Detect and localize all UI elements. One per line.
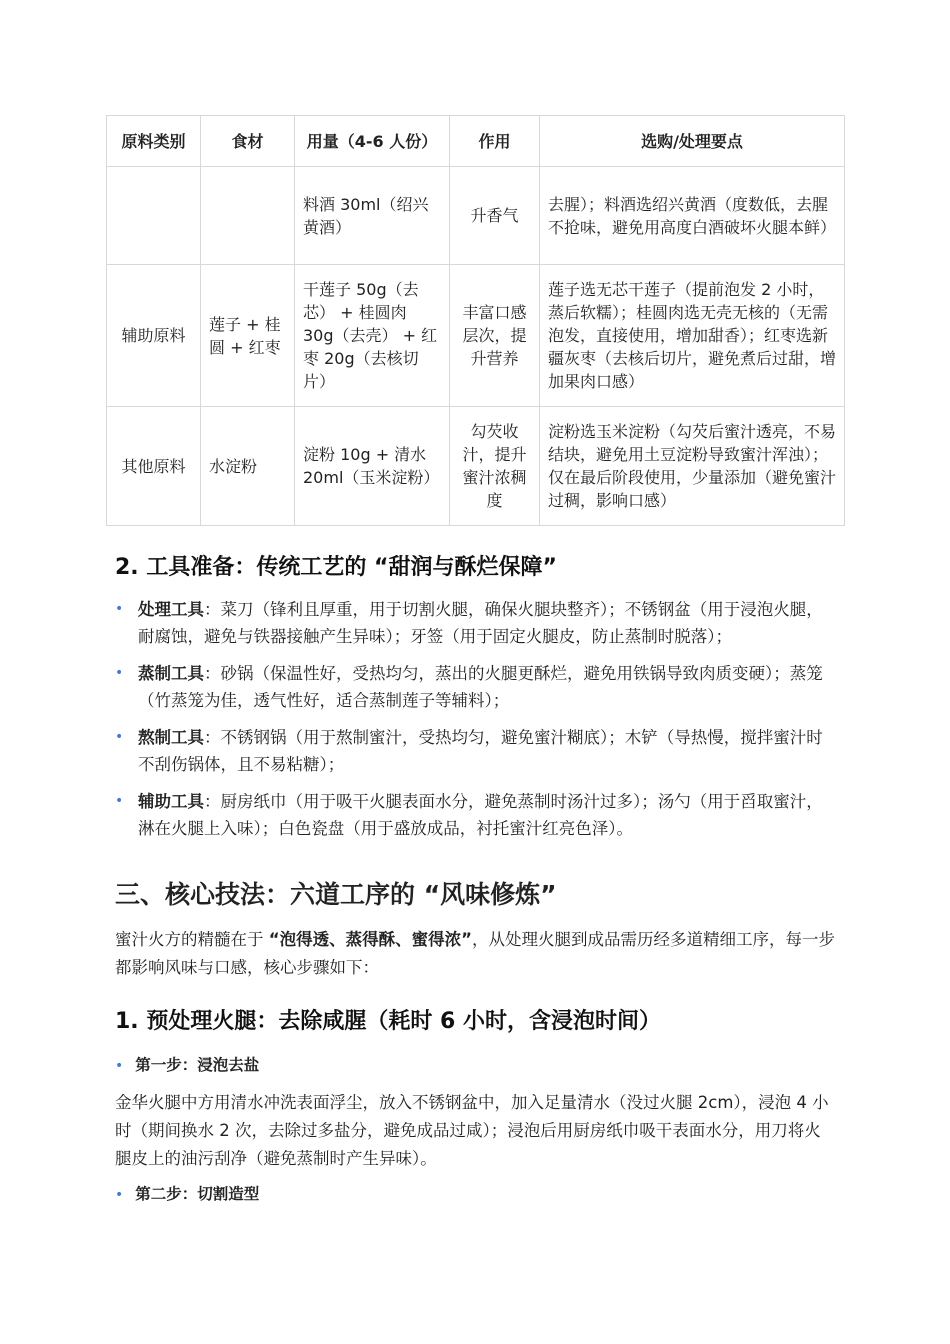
- table-cell: 其他原料: [107, 407, 201, 526]
- table-cell: 料酒 30ml（绍兴黄酒）: [295, 167, 450, 265]
- bullet-icon: •: [115, 1187, 124, 1203]
- column-header-function: 作用: [450, 116, 540, 167]
- table-cell: 去腥）；料酒选绍兴黄酒（度数低，去腥不抢味，避免用高度白酒破坏火腿本鲜）: [540, 167, 845, 265]
- tool-text: ：砂锅（保温性好，受热均匀，蒸出的火腿更酥烂，避免用铁锅导致肉质变硬）；蒸笼（竹蒸笼为佳，透气性好，适合蒸制莲子等辅料）；: [138, 664, 823, 710]
- tool-label: 蒸制工具: [138, 664, 204, 683]
- tools-heading: 2. 工具准备：传统工艺的 “甜润与酥烂保障”: [115, 555, 557, 580]
- table-cell: 莲子选无芯干莲子（提前泡发 2 小时，蒸后软糯）；桂圆肉选无壳无核的（无需泡发，直接使用，增加甜香）；红枣选新疆灰枣（去核后切片，避免煮后过甜，增加果肉口感）: [540, 265, 845, 407]
- list-item: [115, 660, 835, 714]
- bullet-icon: •: [115, 793, 124, 809]
- intro-text-before: 蜜汁火方的精髓在于: [115, 930, 269, 949]
- intro-emphasis: “泡得透、蒸得酥、蜜得浓”: [268, 930, 472, 949]
- column-header-tips: 选购/处理要点: [540, 116, 845, 167]
- column-header-ingredient: 食材: [201, 116, 295, 167]
- table-cell: 辅助原料: [107, 265, 201, 407]
- table-header-row: [107, 116, 845, 167]
- table-cell: 丰富口感层次，提升营养: [450, 265, 540, 407]
- ingredients-table: [106, 115, 845, 526]
- column-header-category: 原料类别: [107, 116, 201, 167]
- step-title-text: 第一步：浸泡去盐: [135, 1056, 260, 1074]
- step-section-heading: 1. 预处理火腿：去除咸腥（耗时 6 小时，含浸泡时间）: [115, 1009, 661, 1034]
- intro-text-after: ，从处理火腿到成品需历经多道精细工序，每一步都影响风味与口感，核心步骤如下：: [115, 930, 835, 977]
- table-cell: [107, 167, 201, 265]
- core-section-heading: 三、核心技法：六道工序的 “风味修炼”: [115, 880, 557, 909]
- bullet-icon: •: [115, 665, 124, 681]
- table-row: [107, 265, 845, 407]
- bullet-icon: •: [115, 601, 124, 617]
- table-cell: 干莲子 50g（去芯） + 桂圆肉 30g（去壳） + 红枣 20g（去核切片）: [295, 265, 450, 407]
- bullet-icon: •: [115, 1058, 124, 1074]
- tool-text: ：菜刀（锋利且厚重，用于切割火腿，确保火腿块整齐）；不锈钢盆（用于浸泡火腿，耐腐蚀，避免与铁器接触产生异味）；牙签（用于固定火腿皮，防止蒸制时脱落）；: [138, 600, 823, 646]
- column-header-amount: 用量（4-6 人份）: [295, 116, 450, 167]
- list-item: [115, 724, 835, 778]
- list-item: [115, 788, 835, 842]
- table-cell: [201, 167, 295, 265]
- table-cell: 莲子 + 桂圆 + 红枣: [201, 265, 295, 407]
- list-item: [115, 596, 835, 650]
- table-row: [107, 407, 845, 526]
- table-cell: 勾芡收汁，提升蜜汁浓稠度: [450, 407, 540, 526]
- step-one-paragraph: 金华火腿中方用清水冲洗表面浮尘，放入不锈钢盆中，加入足量清水（没过火腿 2cm），浸泡 4 小时（期间换水 2 次，去除过多盐分，避免成品过咸）；浸泡后用厨房纸巾吸干表面水分，用刀将火腿皮上的油污刮净（避免蒸制时产生异味）。: [115, 1093, 829, 1168]
- tool-label: 辅助工具: [138, 792, 204, 811]
- table-cell: 淀粉选玉米淀粉（勾芡后蜜汁透亮，不易结块，避免用土豆淀粉导致蜜汁浑浊）；仅在最后阶段使用，少量添加（避免蜜汁过稠，影响口感）: [540, 407, 845, 526]
- tools-list: [115, 596, 835, 852]
- table-cell: 升香气: [450, 167, 540, 265]
- step-one-title: [115, 1054, 259, 1077]
- step-title-text: 第二步：切割造型: [135, 1185, 260, 1203]
- tool-label: 处理工具: [138, 600, 204, 619]
- tool-text: ：不锈钢锅（用于熬制蜜汁，受热均匀，避免蜜汁糊底）；木铲（导热慢，搅拌蜜汁时不刮伤锅体，且不易粘糖）；: [138, 728, 823, 774]
- tool-text: ：厨房纸巾（用于吸干火腿表面水分，避免蒸制时汤汁过多）；汤勺（用于舀取蜜汁，淋在火腿上入味）；白色瓷盘（用于盛放成品，衬托蜜汁红亮色泽）。: [138, 792, 823, 838]
- table-cell: 淀粉 10g + 清水 20ml（玉米淀粉）: [295, 407, 450, 526]
- table-row: [107, 167, 845, 265]
- table-cell: 水淀粉: [201, 407, 295, 526]
- bullet-icon: •: [115, 729, 124, 745]
- core-intro-paragraph: [115, 926, 835, 982]
- step-two-title: [115, 1183, 259, 1206]
- tool-label: 熬制工具: [138, 728, 204, 747]
